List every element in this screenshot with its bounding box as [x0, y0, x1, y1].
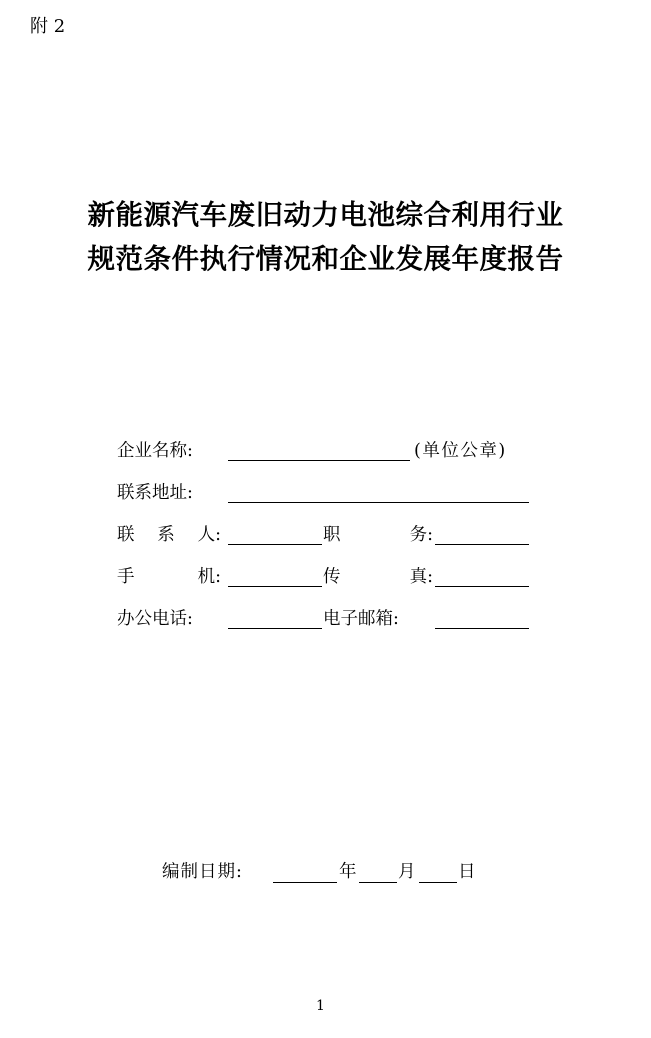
address-field[interactable]: [228, 502, 529, 503]
compilation-date-label: 编制日期:: [162, 862, 243, 882]
document-title-line-1: 新能源汽车废旧动力电池综合利用行业: [87, 199, 564, 231]
mobile-fax-row: [117, 560, 547, 602]
report-info-form: [117, 434, 547, 644]
compilation-date-row: [162, 858, 492, 888]
address-row: [117, 476, 547, 518]
date-month-unit: 月: [398, 862, 416, 882]
page-number: 1: [316, 998, 325, 1014]
address-label: 联系地址:: [117, 483, 193, 503]
fax-label: 传 真:: [323, 567, 433, 587]
appendix-label: 附 2: [30, 16, 66, 37]
fax-field[interactable]: [435, 586, 529, 587]
mobile-field[interactable]: [228, 586, 322, 587]
office-phone-field[interactable]: [228, 628, 322, 629]
email-label: 电子邮箱:: [323, 609, 399, 629]
phone-email-row: [117, 602, 547, 644]
company-name-row: [117, 434, 547, 476]
date-day-field[interactable]: [419, 882, 457, 883]
date-year-field[interactable]: [273, 882, 337, 883]
contact-person-field[interactable]: [228, 544, 322, 545]
company-seal-note: (单位公章): [414, 441, 507, 461]
contact-person-label: 联 系 人:: [117, 525, 221, 545]
office-phone-label: 办公电话:: [117, 609, 193, 629]
mobile-label: 手 机:: [117, 567, 221, 587]
date-day-unit: 日: [458, 862, 476, 882]
date-month-field[interactable]: [359, 882, 397, 883]
email-field[interactable]: [435, 628, 529, 629]
document-title: [0, 193, 651, 281]
position-label: 职 务:: [323, 525, 433, 545]
company-name-field[interactable]: [228, 460, 410, 461]
company-name-label: 企业名称:: [117, 441, 193, 461]
date-year-unit: 年: [339, 862, 357, 882]
position-field[interactable]: [435, 544, 529, 545]
contact-position-row: [117, 518, 547, 560]
document-title-line-2: 规范条件执行情况和企业发展年度报告: [87, 243, 564, 275]
